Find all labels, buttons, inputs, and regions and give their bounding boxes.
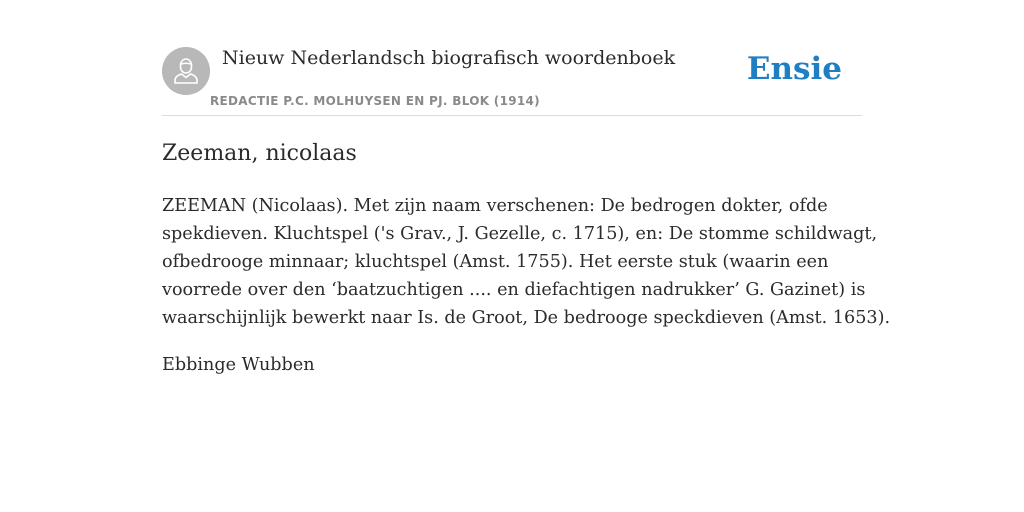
source-header [162, 0, 862, 116]
entry-body-line: ofbedrooge minnaar; kluchtspel (Amst. 1755). Het eerste stuk (waarin een [162, 252, 829, 272]
entry-body-line: spekdieven. Kluchtspel ('s Grav., J. Gezelle, c. 1715), en: De stomme schildwagt, [162, 224, 878, 244]
book-title[interactable]: Nieuw Nederlandsch biografisch woordenboek [222, 47, 676, 69]
entry-body-line: ZEEMAN (Nicolaas). Met zijn naam verschenen: De bedrogen dokter, ofde [162, 196, 828, 216]
entry-title: Zeeman, nicolaas [162, 141, 357, 166]
entry-author: Ebbinge Wubben [162, 355, 315, 375]
ensie-logo-link[interactable]: Ensie [746, 51, 842, 87]
entry-body-line: voorrede over den ‘baatzuchtigen .... en diefachtigen nadrukker’ G. Gazinet) is [162, 280, 866, 300]
user-silhouette-icon [162, 47, 210, 95]
entry-body-line: waarschijnlijk bewerkt naar Is. de Groot, De bedrooge speckdieven (Amst. 1653). [162, 308, 891, 328]
entry-body [162, 192, 891, 332]
page [162, 0, 891, 375]
book-editors-subtitle: REDACTIE P.C. MOLHUYSEN EN PJ. BLOK (1914) [210, 94, 540, 108]
